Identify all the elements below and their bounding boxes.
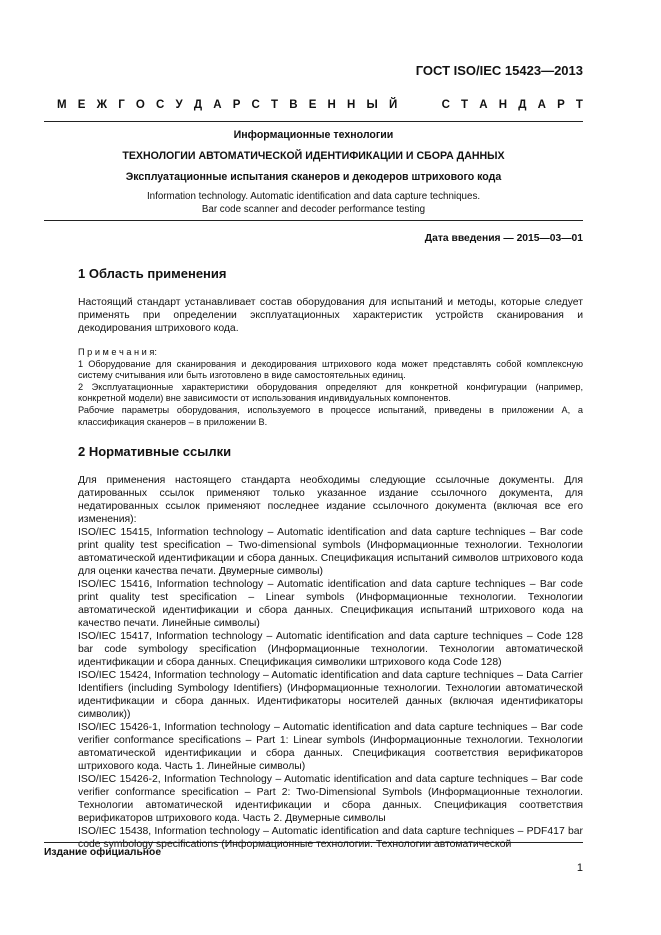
- reference-item: ISO/IEC 15415, Information technology – Automatic identification and data capture techniques – Bar code print quality test specification – Two-dimensional symbols (Информационные технологии. Технологии автоматической идентификации и сбора данных. Спецификация испытаний символов штрихового кода для оценки качества печати. Двумерные символы): [78, 527, 583, 578]
- heading-letter: Т: [461, 99, 469, 111]
- heading-letter: М: [57, 99, 67, 111]
- heading-letter: Ж: [96, 99, 108, 111]
- heading-letter: Й: [388, 99, 398, 111]
- heading-letter: Е: [308, 99, 317, 111]
- title-line-3: Эксплуатационные испытания сканеров и декодеров штрихового кода: [125, 171, 502, 183]
- heading-letter: Т: [575, 99, 583, 111]
- notes-block: [78, 347, 583, 428]
- standard-type-heading: [57, 99, 583, 111]
- reference-item: ISO/IEC 15424, Information technology – Automatic identification and data capture techniques – Data Carrier Identifiers (including Symbology Identifiers) (Информационные технологии. Технологии автоматической идентификации и сбора данных. Идентификаторы носителей данных (включая идентификаторы символик)): [78, 670, 583, 721]
- note-item: Рабочие параметры оборудования, используемого в процессе испытаний, приведены в приложении А, а классификация сканеров – в приложении В.: [78, 404, 583, 427]
- title-line-1: Информационные технологии: [233, 129, 394, 141]
- reference-item: ISO/IEC 15438, Information technology – Automatic identification and data capture techniques – PDF417 bar code symbology specifications (Информационные технологии. Технологии автоматической: [78, 826, 583, 851]
- heading-letter: Н: [327, 99, 336, 111]
- heading-letter: С: [156, 99, 165, 111]
- reference-item: ISO/IEC 15417, Information technology – Automatic identification and data capture techniques – Code 128 bar code symbology specification (Информационные технологии. Технологии автоматической идентификации и сбора данных. Спецификация символики штрихового кода Code 128): [78, 631, 583, 669]
- heading-letter: С: [251, 99, 260, 111]
- title-divider: [44, 220, 583, 221]
- heading-letter: Д: [518, 99, 527, 111]
- heading-letter: О: [135, 99, 145, 111]
- heading-letter: Д: [193, 99, 203, 111]
- title-block: [44, 129, 583, 216]
- note-item: 2 Эксплуатационные характеристики оборудования определяют для конкретной конфигурации (например, конкретной модели) вне зависимости от использования индивидуальных компонентов.: [78, 381, 583, 404]
- heading-letter: Г: [118, 99, 125, 111]
- official-edition-label: Издание официальное: [44, 847, 162, 858]
- reference-item: ISO/IEC 15416, Information technology – Automatic identification and data capture techniques – Bar code print quality test specification – Linear symbols (Информационные технологии. Технологии автоматической идентификации и сбора данных. Спецификация испытаний штрихового кода на качество печати. Линейные символы): [78, 579, 583, 630]
- gost-code: ГОСТ ISO/IEC 15423—2013: [415, 63, 583, 78]
- footer-divider: [44, 842, 583, 843]
- heading-gap: [408, 99, 430, 111]
- heading-letter: Н: [498, 99, 508, 111]
- reference-item: ISO/IEC 15426-1, Information technology – Automatic identification and data capture techniques – Bar code verifier conformance specifications – Part 1: Linear symbols (Информационные технологии. Технологии автоматической идентификации и сбора данных. Спецификация соответствия верификаторов штрихового кода. Часть 1. Линейные символы): [78, 722, 583, 773]
- heading-letter: Т: [271, 99, 279, 111]
- title-english-1: Information technology. Automatic identification and data capture techniques.: [146, 191, 481, 202]
- heading-letter: А: [479, 99, 488, 111]
- section-2-heading: 2 Нормативные ссылки: [78, 444, 232, 460]
- top-divider: [44, 121, 583, 122]
- reference-item: ISO/IEC 15426-2, Information Technology – Automatic identification and data capture techniques – Bar code verifier conformance specification – Part 2: Two-Dimensional Symbols (Информационные технологии. Технологии автоматической идентификации и сбора данных. Спецификация соответствия верификаторов штрихового кода. Часть 2. Двумерные символы: [78, 774, 583, 825]
- references-list: [78, 474, 583, 851]
- heading-letter: Е: [77, 99, 86, 111]
- heading-letter: А: [213, 99, 222, 111]
- section-1-heading: 1 Область применения: [78, 266, 227, 281]
- title-english-2: Bar code scanner and decoder performance testing: [201, 204, 426, 215]
- note-item: 1 Оборудование для сканирования и декодирования штрихового кода может представлять собой комплексную систему считывания или быть изготовлено в виде самостоятельных единиц.: [78, 358, 583, 381]
- notes-label: П р и м е ч а н и я:: [78, 347, 157, 357]
- heading-letter: Н: [347, 99, 356, 111]
- section-2-intro: Для применения настоящего стандарта необходимы следующие ссылочные документы. Для датированных ссылок применяют только указанное издание ссылочного документа, для недатированных ссылок применяют последнее издание ссылочного документа (включая все его изменения):: [78, 475, 583, 526]
- heading-letter: С: [441, 99, 450, 111]
- heading-letter: У: [175, 99, 183, 111]
- introduction-date: Дата введения — 2015—03—01: [424, 233, 583, 244]
- title-line-2: ТЕХНОЛОГИИ АВТОМАТИЧЕСКОЙ ИДЕНТИФИКАЦИИ И СБОРА ДАННЫХ: [122, 150, 505, 162]
- heading-letter: А: [537, 99, 546, 111]
- section-1-paragraph: Настоящий стандарт устанавливает состав оборудования для испытаний и методы, которые следует применять при определении эксплуатационных характеристик устройств сканирования и декодирования штрихового кода.: [78, 297, 583, 334]
- page-number: 1: [576, 862, 583, 874]
- heading-letter: Р: [232, 99, 241, 111]
- heading-letter: Р: [557, 99, 565, 111]
- document-body: [78, 266, 583, 851]
- heading-letter: В: [289, 99, 298, 111]
- heading-letter: Ы: [366, 99, 378, 111]
